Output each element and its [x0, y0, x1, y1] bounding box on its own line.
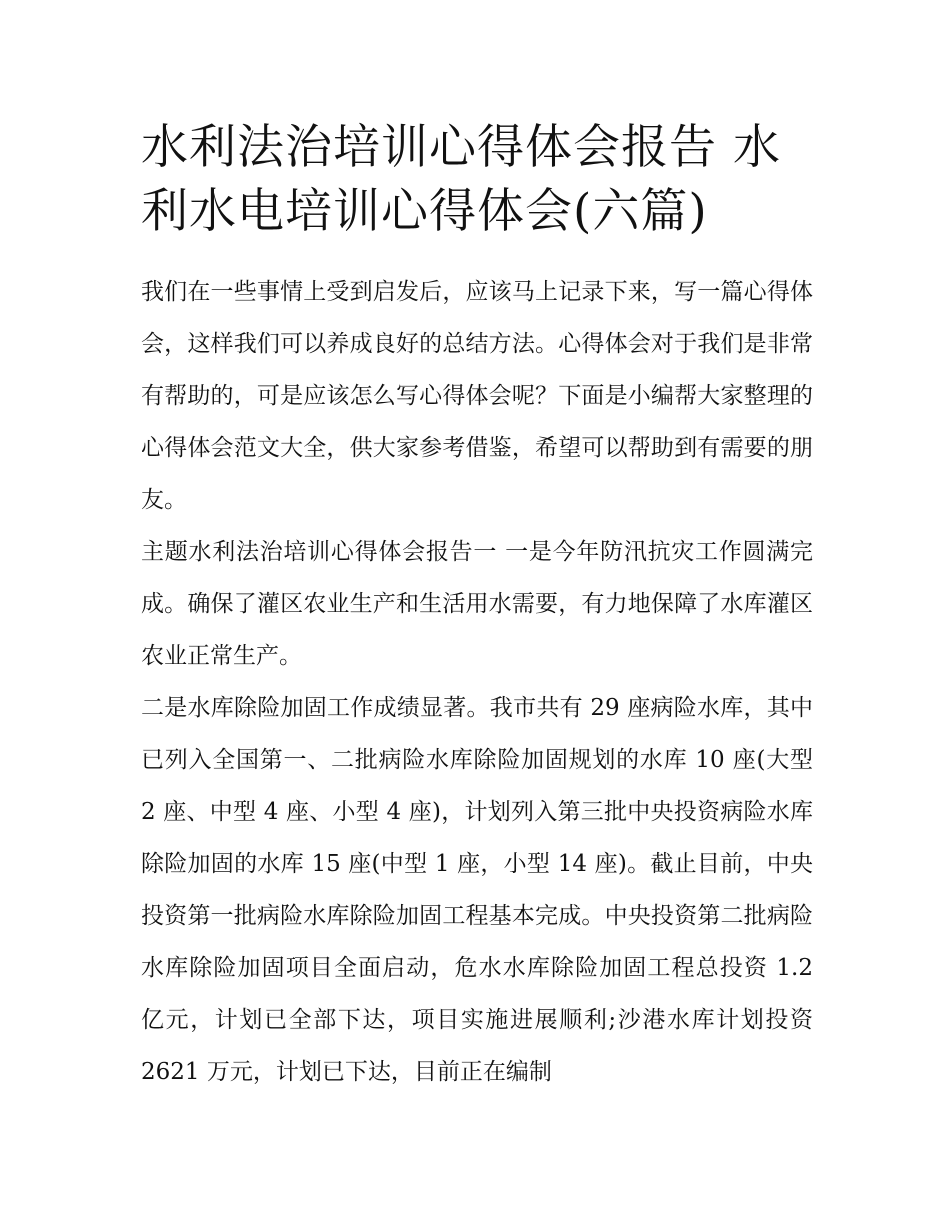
- intro-paragraph: 我们在一些事情上受到启发后，应该马上记录下来，写一篇心得体会，这样我们可以养成良好的总结方法。心得体会对于我们是非常有帮助的，可是应该怎么写心得体会呢？下面是小编帮大家整理的心得体会范文大全，供大家参考借鉴，希望可以帮助到有需要的朋友。: [141, 279, 813, 513]
- document-body: [141, 266, 813, 1098]
- document-content: [141, 116, 813, 1098]
- reservoir-paragraph: 二是水库除险加固工作成绩显著。我市共有 29 座病险水库，其中已列入全国第一、二批病险水库除险加固规划的水库 10 座(大型 2 座、中型 4 座、小型 4 座)，计划列入第三批中央投资病险水库除险加固的水库 15 座(中型 1 座，小型 14 座)。截止目前，中央投资第一批病险水库除险加固工程基本完成。中央投资第二批病险水库除险加固项目全面启动，危水水库除险加固工程总投资 1.2 亿元，计划已全部下达，项目实施进展顺利;沙港水库计划投资 2621 万元，计划已下达，目前正在编制: [141, 695, 813, 1085]
- document-title: 水利法治培训心得体会报告 水利水电培训心得体会(六篇): [141, 120, 781, 239]
- section-one-paragraph: 主题水利法治培训心得体会报告一 一是今年防汛抗灾工作圆满完成。确保了灌区农业生产和生活用水需要，有力地保障了水库灌区农业正常生产。: [141, 539, 813, 669]
